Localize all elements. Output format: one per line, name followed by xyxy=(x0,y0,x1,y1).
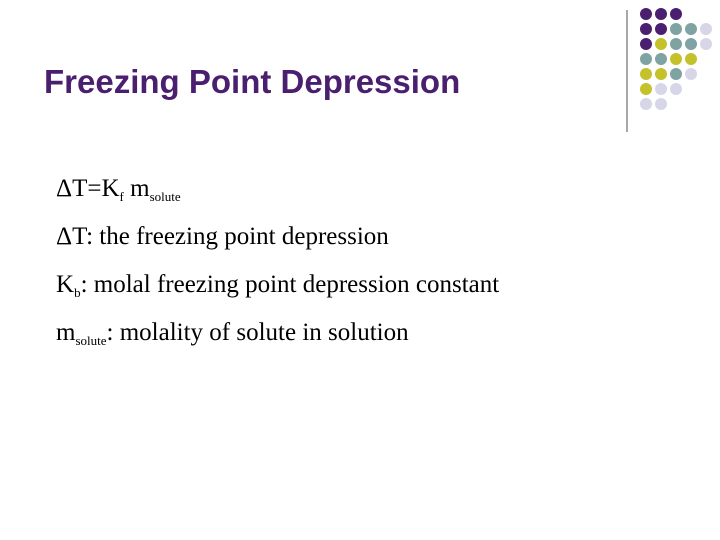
decorative-dot xyxy=(655,38,667,50)
decorative-dot xyxy=(685,23,697,35)
definition-delta-t xyxy=(56,222,499,270)
decorative-dot xyxy=(655,23,667,35)
formula-line xyxy=(56,174,499,222)
decorative-dot xyxy=(670,38,682,50)
decorative-dot xyxy=(655,83,667,95)
decorative-dot xyxy=(700,23,712,35)
decorative-dot xyxy=(670,68,682,80)
subscript-b: b xyxy=(74,285,81,300)
decorative-dot xyxy=(655,53,667,65)
decorative-dot xyxy=(640,98,652,110)
decorative-dot xyxy=(655,8,667,20)
subscript-solute: solute xyxy=(75,333,107,348)
decorative-dot xyxy=(640,68,652,80)
decorative-dot xyxy=(670,23,682,35)
decorative-dot xyxy=(640,38,652,50)
decorative-dot xyxy=(640,8,652,20)
decorative-dot xyxy=(685,38,697,50)
definition-text: ΔT: the freezing point depression xyxy=(56,223,389,250)
formula-text: ΔT=K xyxy=(56,175,120,202)
definition-text: : molal freezing point depression constant xyxy=(80,271,500,298)
slide-title: Freezing Point Depression xyxy=(44,63,461,100)
decorative-dot xyxy=(640,83,652,95)
slide-body xyxy=(56,174,499,366)
decorative-dot xyxy=(670,53,682,65)
decorative-dot xyxy=(670,8,682,20)
decorative-dot xyxy=(655,68,667,80)
decorative-dot xyxy=(685,53,697,65)
decorative-dot xyxy=(670,83,682,95)
decorative-dot xyxy=(640,53,652,65)
decorative-dot xyxy=(685,68,697,80)
definition-symbol: K xyxy=(56,271,75,298)
definition-text: : molality of solute in solution xyxy=(106,319,409,346)
subscript-solute: solute xyxy=(149,189,181,204)
decorative-dot xyxy=(640,23,652,35)
definition-kb xyxy=(56,270,499,318)
definition-m-solute xyxy=(56,318,499,366)
subscript-f: f xyxy=(119,189,124,204)
vertical-divider xyxy=(626,10,628,132)
formula-text: m xyxy=(123,175,150,202)
decorative-dot xyxy=(655,98,667,110)
decorative-dot xyxy=(700,38,712,50)
definition-symbol: m xyxy=(56,319,76,346)
